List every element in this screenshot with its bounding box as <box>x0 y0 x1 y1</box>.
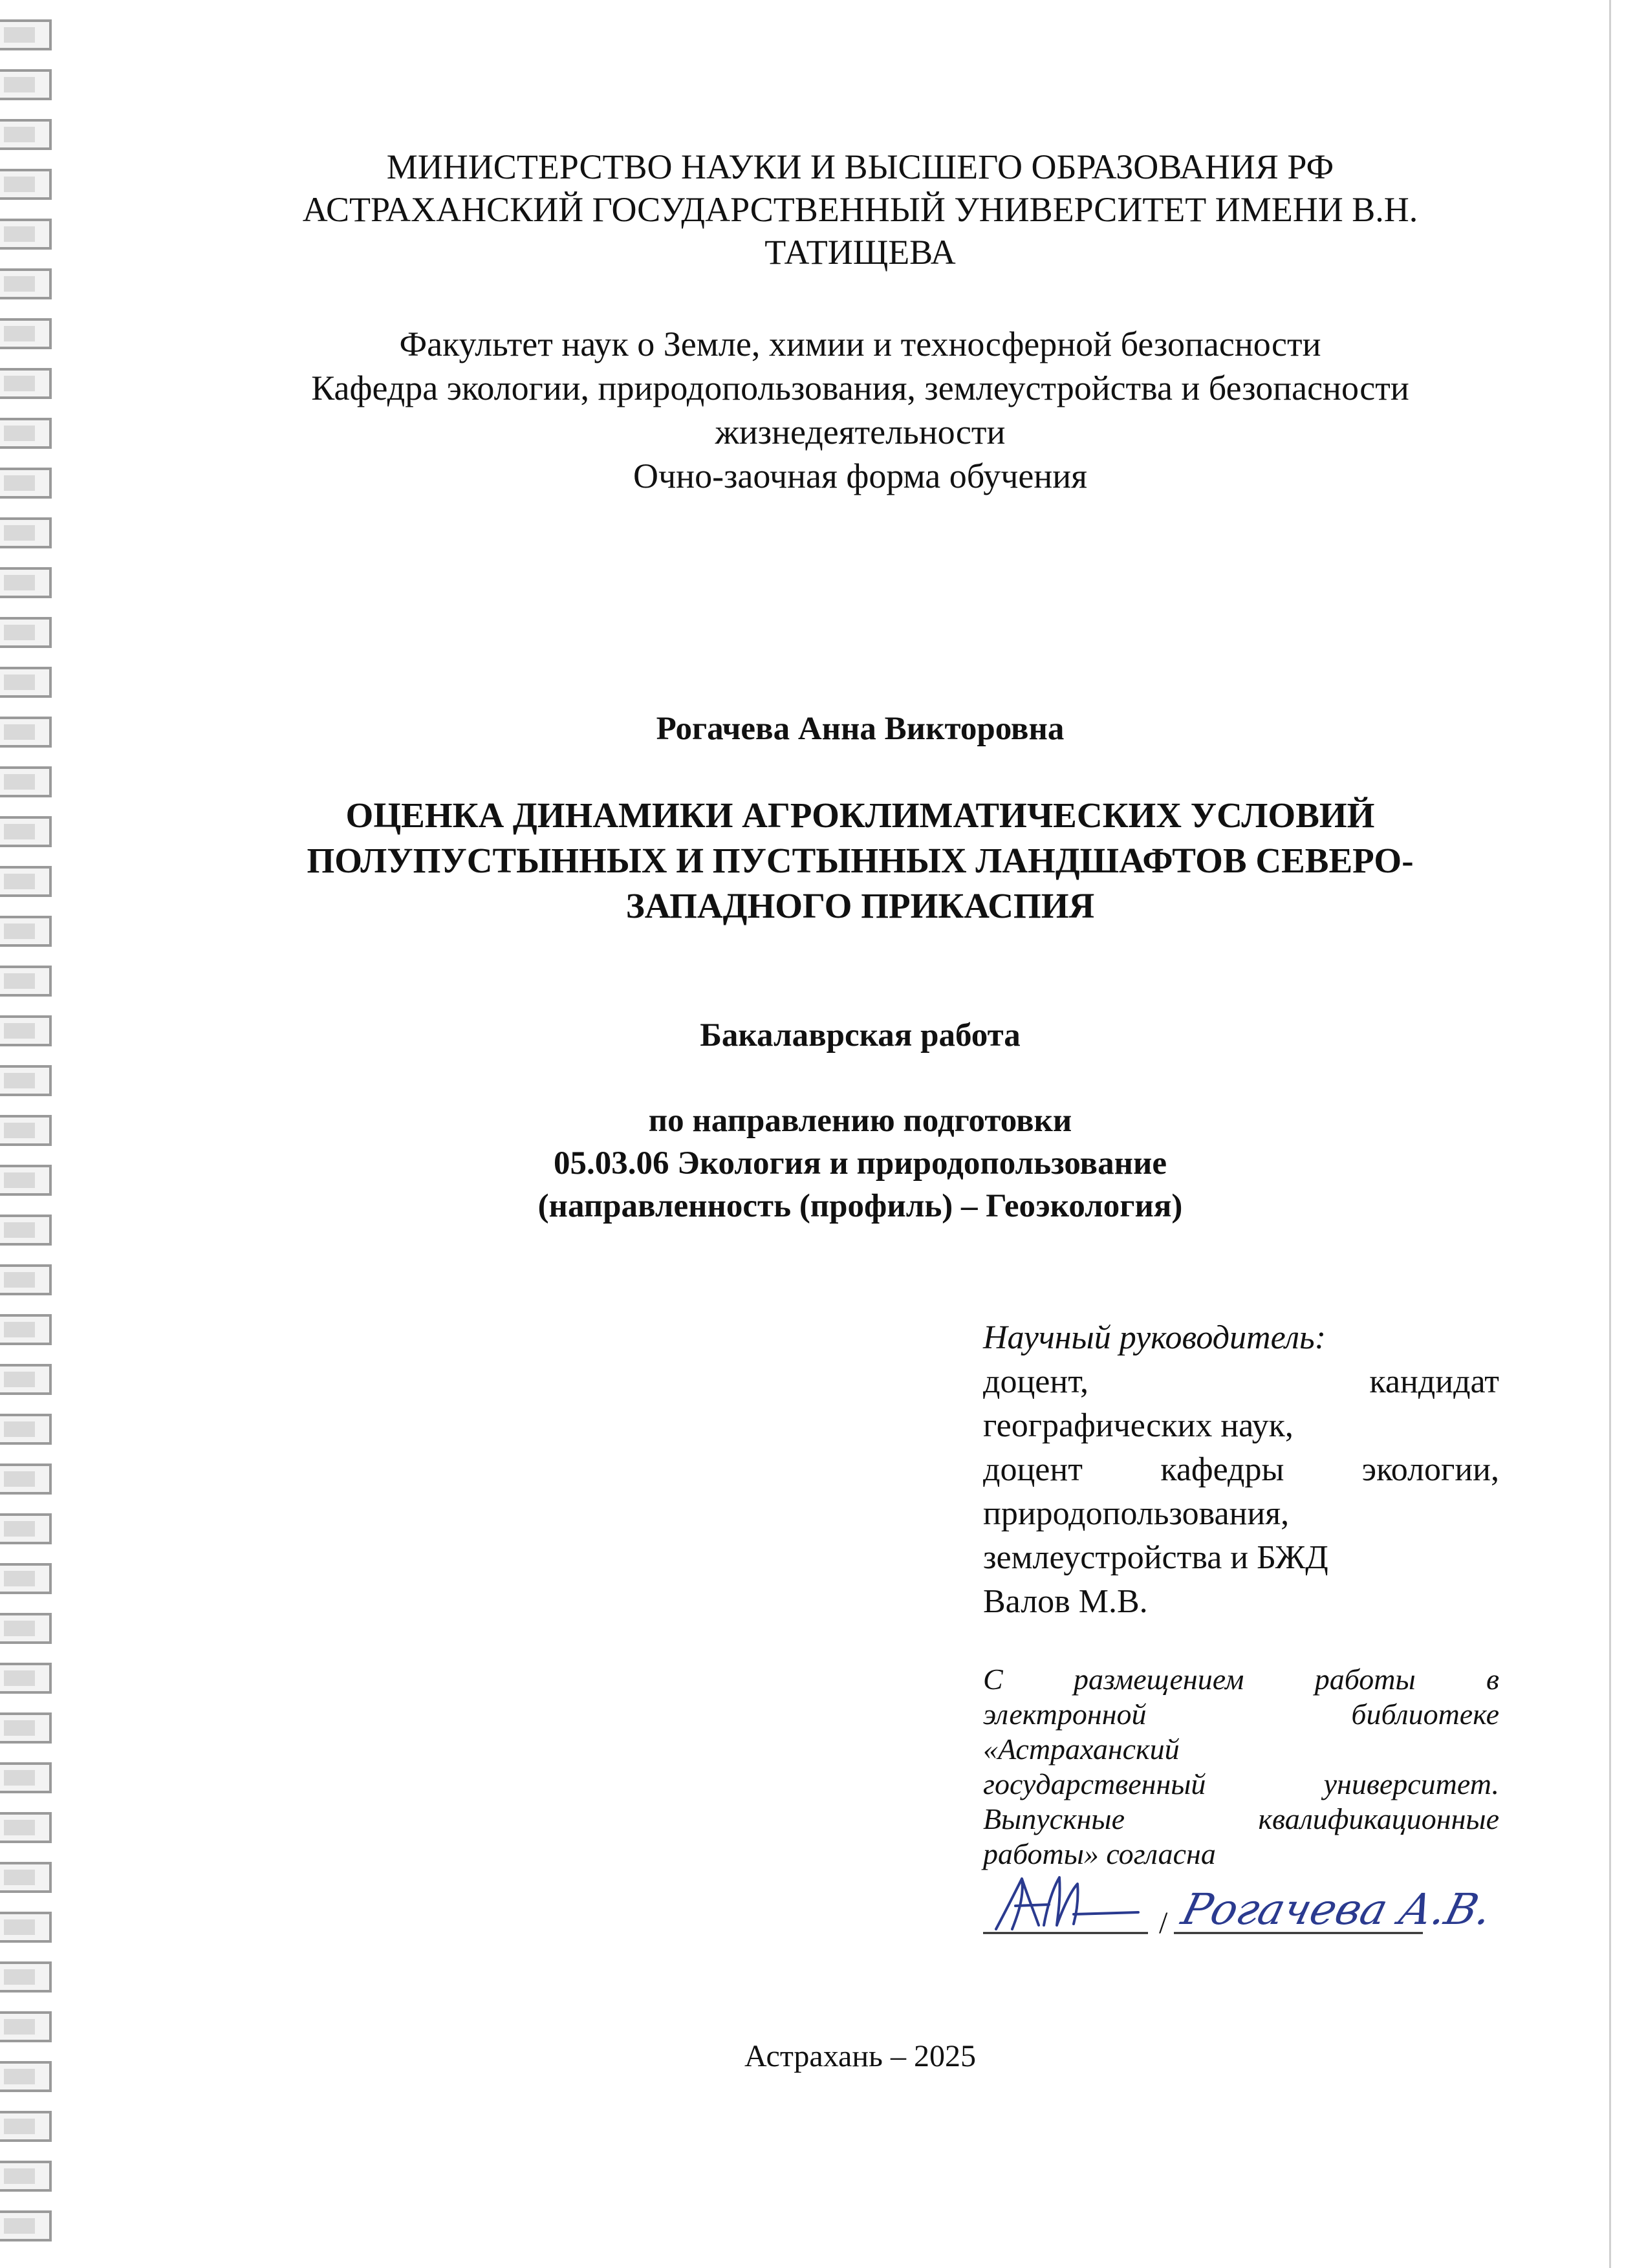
supervisor-line4: природопользования, <box>983 1495 1290 1532</box>
direction-line1: по направлению подготовки <box>648 1103 1072 1139</box>
author-name: Рогачева Анна Викторовна <box>656 711 1065 747</box>
thesis-title-line2: ПОЛУПУСТЫННЫХ И ПУСТЫННЫХ ЛАНДШАФТОВ СЕВЕРО- <box>307 841 1414 880</box>
binding-slot <box>0 1912 52 1943</box>
faculty-name: Факультет наук о Земле, химии и техносферной безопасности <box>399 325 1321 363</box>
consent-line6: работы» согласна <box>983 1837 1216 1870</box>
binding-slot <box>0 368 52 399</box>
binding-slot <box>0 1762 52 1793</box>
binding-slot <box>0 1165 52 1196</box>
work-type: Бакалаврская работа <box>700 1017 1021 1053</box>
binding-slot <box>0 1414 52 1445</box>
department-name-line2: жизнедеятельности <box>715 413 1006 451</box>
consent-block <box>983 1662 1499 1872</box>
supervisor-line3: доцент кафедры экологии, <box>983 1451 1499 1488</box>
binding-slot <box>0 916 52 947</box>
binding-slot <box>0 517 52 548</box>
binding-slot <box>0 816 52 847</box>
binding-slot <box>0 418 52 449</box>
binding-slot <box>0 717 52 748</box>
binding-slot <box>0 19 52 50</box>
binding-slot <box>0 966 52 997</box>
binding-slot <box>0 1961 52 1993</box>
supervisor-name: Валов М.В. <box>983 1583 1148 1620</box>
consent-line2: электронной библиотеке <box>983 1698 1499 1731</box>
binding-slot <box>0 69 52 100</box>
consent-line3: «Астраханский <box>983 1733 1180 1766</box>
supervisor-label: Научный руководитель: <box>983 1319 1326 1356</box>
thesis-title <box>168 793 1552 929</box>
supervisor-line5: землеустройства и БЖД <box>983 1539 1328 1576</box>
binding-slot <box>0 169 52 200</box>
binding-slot <box>0 1563 52 1594</box>
binding-slot <box>0 2061 52 2092</box>
consent-line1: С размещением работы в <box>983 1663 1499 1696</box>
consent-line5: Выпускные квалификационные <box>983 1802 1499 1835</box>
binding-slot <box>0 1712 52 1744</box>
binding-slot <box>0 1812 52 1843</box>
supervisor-line1: доцент, кандидат <box>983 1363 1499 1400</box>
university-name-line2: ТАТИЩЕВА <box>764 233 956 272</box>
study-direction <box>168 1099 1552 1227</box>
study-form: Очно-заочная форма обучения <box>633 457 1087 495</box>
department-name-line1: Кафедра экологии, природопользования, землеустройства и безопасности <box>311 369 1409 407</box>
binding-slot <box>0 1065 52 1096</box>
binding-slot <box>0 1613 52 1644</box>
binding-slot <box>0 318 52 349</box>
binding-slot <box>0 468 52 499</box>
binding-slot <box>0 567 52 598</box>
binding-strip <box>0 0 58 2268</box>
binding-slot <box>0 2161 52 2192</box>
handwritten-signature <box>996 1877 1138 1929</box>
binding-slot <box>0 1264 52 1295</box>
signature-graphic <box>977 1853 1494 1956</box>
binding-slot <box>0 1115 52 1146</box>
binding-slot <box>0 866 52 897</box>
thesis-title-line1: ОЦЕНКА ДИНАМИКИ АГРОКЛИМАТИЧЕСКИХ УСЛОВИЙ <box>345 795 1375 835</box>
binding-slot <box>0 2210 52 2241</box>
thesis-title-line3: ЗАПАДНОГО ПРИКАСПИЯ <box>625 886 1095 925</box>
binding-slot <box>0 1862 52 1893</box>
binding-slot <box>0 2011 52 2042</box>
university-name-line1: АСТРАХАНСКИЙ ГОСУДАРСТВЕННЫЙ УНИВЕРСИТЕТ ИМЕНИ В.Н. <box>302 190 1418 229</box>
page-edge-shadow <box>1609 0 1611 2268</box>
ministry-name: МИНИСТЕРСТВО НАУКИ И ВЫСШЕГО ОБРАЗОВАНИЯ РФ <box>386 147 1334 186</box>
signature-separator: / <box>1159 1906 1168 1940</box>
binding-slot <box>0 667 52 698</box>
supervisor-line2: географических наук, <box>983 1407 1294 1444</box>
binding-slot <box>0 766 52 797</box>
supervisor-block <box>983 1316 1499 1624</box>
binding-slot <box>0 119 52 150</box>
city-year: Астрахань – 2025 <box>744 2039 976 2073</box>
binding-slot <box>0 2111 52 2142</box>
direction-line3: (направленность (профиль) – Геоэкология) <box>537 1188 1183 1224</box>
direction-line2: 05.03.06 Экология и природопользование <box>553 1145 1167 1182</box>
binding-slot <box>0 219 52 250</box>
faculty-block <box>168 322 1552 498</box>
binding-slot <box>0 1663 52 1694</box>
binding-slot <box>0 1215 52 1246</box>
binding-slot <box>0 617 52 648</box>
consent-line4: государственный университет. <box>983 1767 1499 1800</box>
binding-slot <box>0 268 52 299</box>
handwritten-name: Рогачева А.В. <box>1176 1884 1494 1934</box>
binding-slot <box>0 1314 52 1345</box>
binding-slot <box>0 1015 52 1046</box>
binding-slot <box>0 1513 52 1544</box>
signature-area <box>977 1853 1494 1956</box>
institution-header <box>168 146 1552 274</box>
binding-slot <box>0 1364 52 1395</box>
binding-slot <box>0 1463 52 1495</box>
